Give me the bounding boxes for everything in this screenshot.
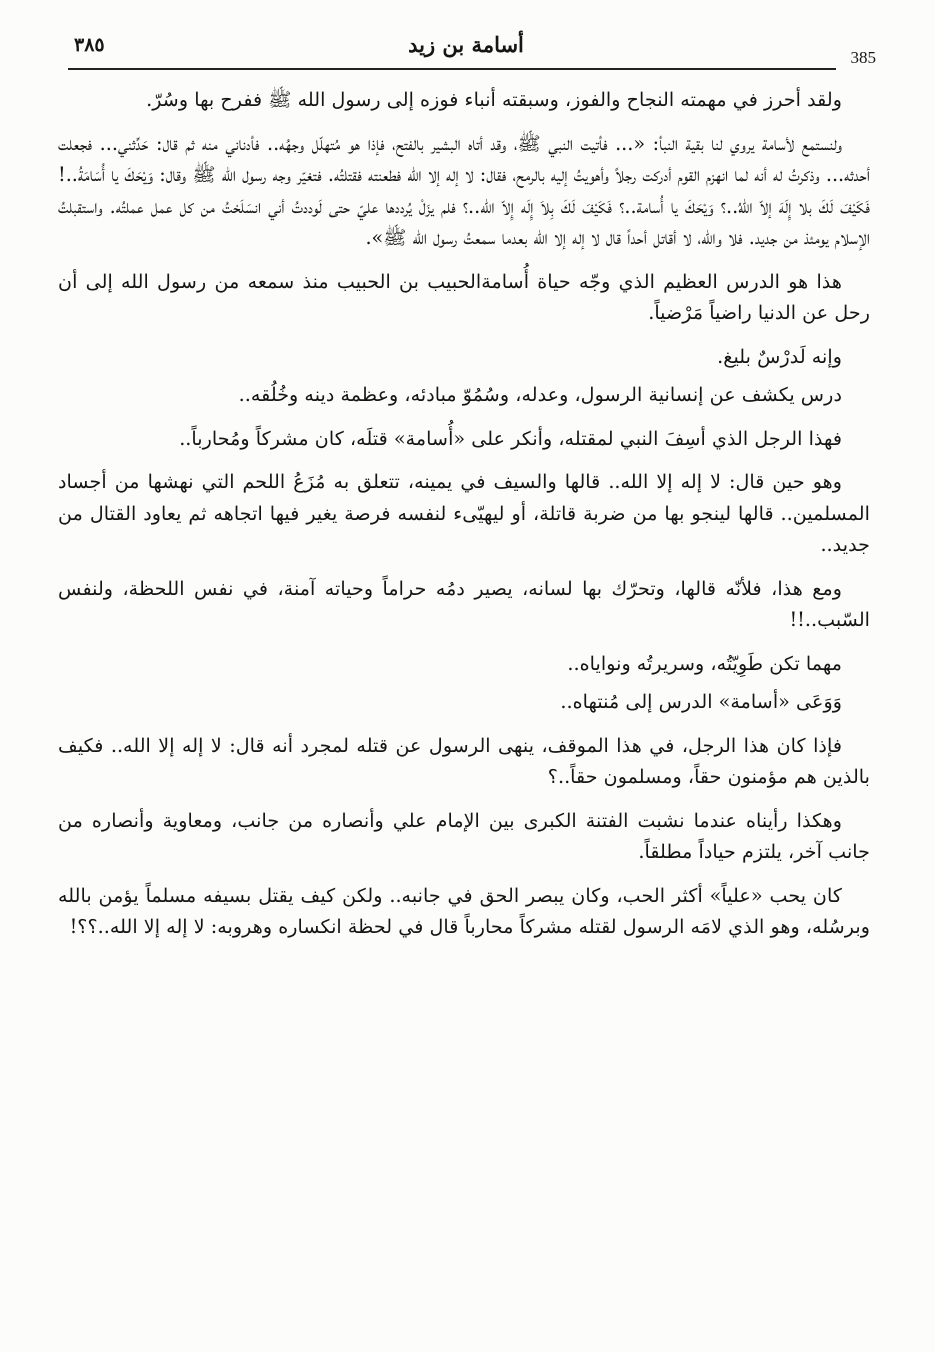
paragraph: وَوَعَى «أسامة» الدرس إلى مُنتهاه..: [560, 690, 842, 713]
paragraph: ولنستمع لأسامة يروي لنا بقية النبأ: «... فأتيت النبي ﷺ، وقد أتاه البشير بالفتح، فإذا هو مُتهلّل وجهُه.. فأدناني منه ثم قال: حَدِّثني... فجعلت أحدثه... وذكرتُ له أنه لما انهزم القوم أدركت رجلاً وأهويتُ إليه بالرمح، فقال: لا إله إلا الله فطعنته فقتلتُه. فتغيّر وجه رسول الله ﷺ وقال: وَيْحَكَ يا أُسَامَةُ..! فَكَيْفَ لَكَ بلا إِلَهَ إلاّ اللهُ..؟ وَيْحَكَ يا أُسامة..؟ فَكَيْفَ لَكَ بِلاَ إِلَه إِلاّ الله..؟ فلم يزَلْ يُرددها عليّ حتى لَوددتُ أني انسَلَختُ من كل عمل عملتُه. واستقبلتُ الإسلام يومئذ من جديد. فلا والله، لا أقاتل أحداً قال لا إله إلا الله بعدما سمعتُ رسول الله ﷺ».: [58, 131, 870, 249]
paragraph: وهكذا رأيناه عندما نشبت الفتنة الكبرى بين الإمام علي وأنصاره من جانب، ومعاوية وأنصاره من جانب آخر، يلتزم حياداً مطلقاً.: [58, 808, 870, 863]
header-rule: [68, 68, 836, 70]
paragraph: درس يكشف عن إنسانية الرسول، وعدله، وسُمُوّ مبادئه، وعظمة دينه وخُلُقه..: [238, 383, 842, 406]
page-header: [60, 24, 876, 68]
paragraph: فهذا الرجل الذي أسِفَ النبي لمقتله، وأنكر على «أُسامة» قتلَه، كان مشركاً ومُحارباً..: [179, 426, 842, 450]
paragraph: وإنه لَدرْسٌ بليغ.: [717, 344, 842, 368]
paragraph: مهما تكن طَوِيّتُه، وسريرتُه ونواياه..: [567, 651, 842, 675]
page-body: [58, 84, 870, 955]
paragraph: كان يحب «علياً» أكثر الحب، وكان يبصر الحق في جانبه.. ولكن كيف يقتل بسيفه مسلماً يؤمن بالله وبرسُله، وهو الذي لامَه الرسول لقتله مشركاً محارباً قال في لحظة انكساره وهروبه: لا إله إلا الله..؟؟!: [58, 883, 870, 938]
paragraph: فإذا كان هذا الرجل، في هذا الموقف، ينهى الرسول عن قتله لمجرد أنه قال: لا إله إلا الله.. فكيف بالذين هم مؤمنون حقاً، ومسلمون حقاً..؟: [58, 733, 870, 788]
paragraph: هذا هو الدرس العظيم الذي وجّه حياة أُسامةالحبيب بن الحبيب منذ سمعه من رسول الله إلى أن رحل عن الدنيا راضياً مَرْضياً.: [58, 269, 870, 324]
paragraph: وهو حين قال: لا إله إلا الله.. قالها والسيف في يمينه، تتعلق به مُزَعُ اللحم التي نهشها من أجساد المسلمين.. قالها لينجو بها من ضربة قاتلة، أو ليهيّىء لنفسه فرصة يغير فيها اتجاهه ثم يعاود القتال من جديد..: [58, 470, 870, 556]
paragraph: ومع هذا، فلأنّه قالها، وتحرّك بها لسانه، يصير دمُه حراماً وحياته آمنة، في نفس اللحظة، ولنفس السّبب..!!: [58, 576, 870, 631]
page-number-arabic: ٣٨٥: [74, 34, 105, 56]
running-title: أسامة بن زيد: [408, 32, 524, 57]
paragraph: ولقد أحرز في مهمته النجاح والفوز، وسبقته أنباء فوزه إلى رسول الله ﷺ ففرح بها وسُرّ.: [146, 88, 842, 111]
page-number-latin: 385: [850, 48, 876, 67]
